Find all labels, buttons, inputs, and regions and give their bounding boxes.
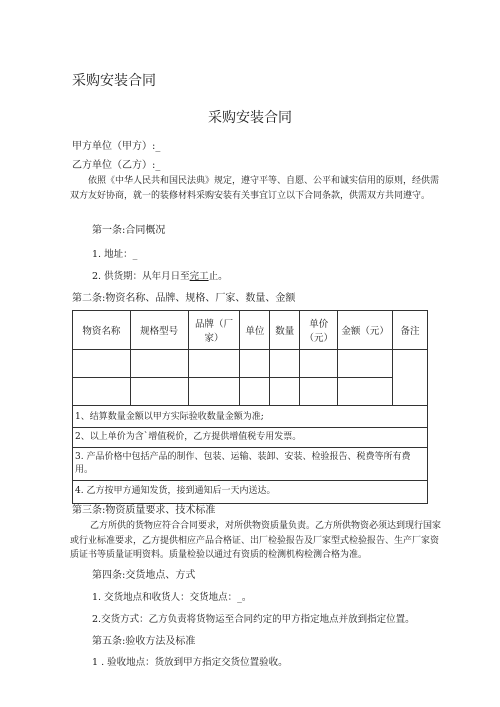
header-spec-model: 规格型号 [130, 311, 188, 350]
header-amount: 金额（元） [338, 311, 393, 350]
table-cell[interactable] [300, 350, 338, 378]
table-cell[interactable] [130, 378, 188, 406]
article-3-body: 乙方所供的货物应符合合同要求，对所供物资质量负责。乙方所供物资必须达到现行国家或行业标准要求，乙方提供相应产品合格证、出厂检验报告及厂家型式检验报告、生产厂家资质证书等质量证明资料。质量检验以通过有资质的检测机构检测合格为准。 [70, 521, 442, 560]
article-4-title: 第四条:交货地点、方式 [92, 570, 196, 581]
table-notes [73, 406, 428, 504]
article-4-item-1: 1. 交货地点和收货人：交货地点：_。 [92, 592, 252, 603]
table-cell[interactable] [300, 378, 338, 406]
table-cell[interactable] [393, 350, 428, 406]
article-2-title: 第二条:物资名称、品牌、规格、厂家、数量、金额 [72, 293, 296, 304]
table-cell[interactable] [130, 350, 188, 378]
party-a-line: 甲方单位（甲方）:_ [72, 141, 161, 152]
document-header-title: 采购安装合同 [72, 73, 156, 89]
completion-link[interactable]: 完工 [189, 271, 209, 282]
table-row [73, 350, 428, 378]
party-b-line: 乙方单位（乙方）:_ [72, 160, 161, 171]
table-cell[interactable] [73, 350, 131, 378]
contract-title: 采购安装合同 [208, 110, 292, 126]
note-1: 1、结算数量金额以甲方实际验收数量金额为准; [73, 409, 427, 428]
note-4: 4. 乙方按甲方通知发货，接到通知后一天内送达。 [75, 486, 276, 496]
header-material-name: 物资名称 [73, 311, 131, 350]
table-cell[interactable] [338, 378, 393, 406]
table-notes-row [73, 406, 428, 504]
article-1-item-1: 1. 地址：_ [92, 249, 138, 260]
table-cell[interactable] [270, 378, 300, 406]
note-3: 3. 产品价格中包括产品的制作、包装、运输、装卸、安装、检验报告、税费等所有费用。 [73, 448, 427, 481]
header-unit: 单位 [240, 311, 270, 350]
table-header-row [73, 311, 428, 350]
table-cell[interactable] [338, 350, 393, 378]
article-1-item-2 [92, 268, 228, 282]
table-cell[interactable] [188, 378, 240, 406]
materials-table [72, 310, 428, 504]
table-cell[interactable] [240, 350, 270, 378]
table-cell[interactable] [188, 350, 240, 378]
article-5-item-1: 1 . 验收地点：货放到甲方指定交货位置验收。 [92, 657, 288, 668]
header-quantity: 数量 [270, 311, 300, 350]
supply-period-suffix: 止。 [208, 271, 228, 282]
header-unit-price: 单价（元） [300, 311, 338, 350]
article-1-title: 第一条:合同概况 [92, 225, 166, 236]
table-row [73, 378, 428, 406]
table-cell[interactable] [240, 378, 270, 406]
table-cell[interactable] [270, 350, 300, 378]
article-4-item-2: 2.交货方式：乙方负责将货物运至合同约定的甲方指定地点并放到指定位置。 [92, 614, 415, 625]
intro-paragraph: 依照《中华人民共和国民法典》规定，遵守平等、自愿、公平和诚实信用的原则，经供需双方友好协商，就一的装修材料采购安装有关事宜订立以下合同条款，供需双方共同遵守。 [70, 176, 440, 201]
article-3-title: 第三条:物资质量要求、技术标准 [72, 505, 216, 516]
header-remarks: 备注 [393, 311, 428, 350]
table-cell[interactable] [73, 378, 131, 406]
header-brand: 品牌（厂家） [188, 311, 240, 350]
article-5-title: 第五条:验收方法及标准 [92, 636, 196, 647]
supply-period-prefix: 2. 供货期：从年月日至 [92, 271, 190, 282]
note-2: 2、以上单价为含`增值税价，乙方提供增值税专用发票。 [73, 428, 427, 448]
